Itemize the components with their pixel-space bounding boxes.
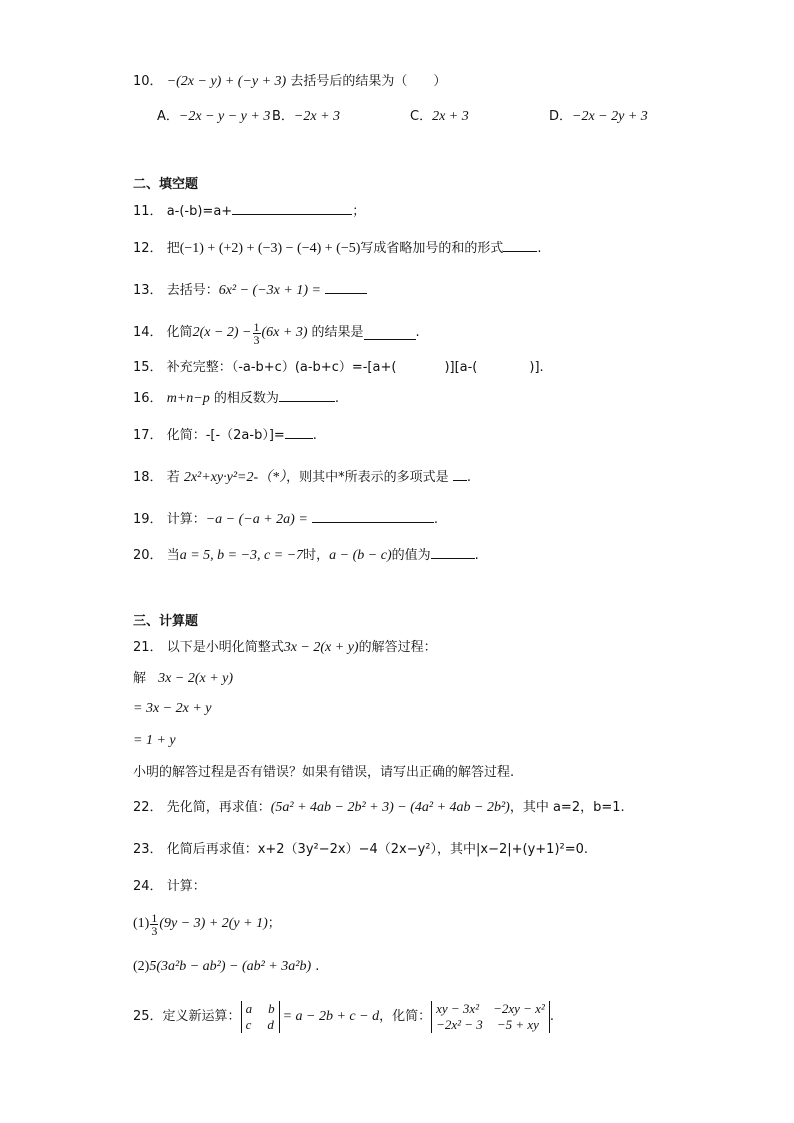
answer-blank[interactable]	[279, 389, 335, 402]
answer-blank[interactable]	[453, 468, 467, 481]
question-text: )][a-(	[444, 360, 478, 375]
question-text: 计算：	[166, 879, 206, 894]
option-label: A．	[157, 109, 179, 124]
part-label: (1)	[133, 916, 150, 931]
fraction	[150, 912, 158, 937]
question-text: 补充完整：（-a-b+c）(a-b+c）=-[a+(	[166, 360, 397, 375]
answer-blank[interactable]	[325, 281, 367, 294]
math-expression: (−1) + (+2) + (−3) − (−4) + (−5)	[179, 241, 361, 256]
question-number: 20．	[133, 548, 163, 563]
section-heading-fill-in: 二、填空题	[133, 177, 199, 192]
question-number: 17．	[133, 428, 163, 443]
answer-blank[interactable]	[364, 327, 416, 340]
punctuation: .	[537, 241, 542, 256]
answer-blank[interactable]	[431, 546, 475, 559]
option-text: −2x + 3	[293, 109, 341, 124]
math-expression: 2x²+xy·y²=2-（*）	[183, 470, 287, 485]
question-text: 时，	[303, 548, 330, 563]
option-b	[272, 108, 340, 126]
question-text: 的解答过程：	[358, 640, 437, 655]
question-number: 15．	[133, 360, 163, 375]
question-24-part-2	[133, 958, 319, 976]
answer-blank[interactable]	[477, 359, 529, 371]
matrix-entry: −5 + xy	[496, 1017, 539, 1032]
punctuation: .	[315, 959, 320, 974]
question-number: 13．	[133, 283, 163, 298]
punctuation: ；	[352, 204, 366, 219]
punctuation: .	[549, 1009, 554, 1024]
math-expression: = 3x − 2x + y	[133, 701, 212, 716]
question-11	[133, 202, 365, 221]
question-22	[133, 799, 625, 817]
determinant-definition	[241, 1001, 280, 1033]
math-expression: = a − 2b + c − d	[282, 1009, 380, 1024]
question-text: 计算：	[166, 512, 206, 527]
question-number: 10．	[133, 74, 163, 89]
punctuation: ；	[267, 916, 281, 931]
determinant-to-simplify	[431, 1001, 550, 1033]
option-label: C．	[410, 109, 433, 124]
question-23	[133, 841, 588, 859]
question-number: 25．	[133, 1009, 163, 1024]
option-c	[410, 108, 469, 126]
matrix-entry: c	[245, 1017, 252, 1032]
question-number: 21．	[133, 640, 163, 655]
math-expression: 6x² − (−3x + 1) =	[218, 283, 321, 298]
question-25	[133, 997, 554, 1037]
question-number: 14．	[133, 325, 163, 340]
question-12	[133, 239, 542, 258]
math-expression: −a − (−a + 2a) =	[205, 512, 308, 527]
question-text: 化简后再求值：x+2（3y²−2x）−4（2x−y²），其中|x−2|+(y+1)²=0.	[166, 842, 589, 857]
solution-step-3	[133, 732, 176, 750]
answer-blank[interactable]	[232, 202, 352, 215]
solution-step-2	[133, 700, 211, 718]
option-label: D．	[549, 109, 573, 124]
question-15	[133, 359, 544, 377]
question-16	[133, 389, 339, 408]
question-number: 12．	[133, 241, 163, 256]
question-10	[133, 73, 446, 91]
punctuation: .	[334, 391, 339, 406]
question-text: 的结果是	[311, 325, 364, 340]
fraction-denominator: 3	[151, 923, 158, 938]
math-expression: 5(3a²b − ab²) − (ab² + 3a²b)	[149, 959, 312, 974]
question-text: a-(-b)=a+	[166, 204, 233, 219]
math-expression: a − (b − c)	[329, 548, 392, 563]
question-20	[133, 546, 479, 565]
question-17	[133, 426, 317, 445]
option-text: 2x + 3	[432, 109, 469, 124]
math-expression: = 1 + y	[133, 733, 176, 748]
math-expression: 2(x − 2) −	[192, 325, 252, 340]
question-number: 11．	[133, 204, 163, 219]
math-expression: 3x − 2(x + y)	[158, 671, 234, 686]
question-24-part-1	[133, 908, 281, 940]
math-expression: (5a² + 4ab − 2b² + 3) − (4a² + 4ab − 2b²)	[270, 800, 510, 815]
answer-blank[interactable]	[396, 359, 444, 371]
matrix-entry: a	[245, 1001, 253, 1016]
question-text: 写成省略加号的和的形式	[360, 241, 504, 256]
question-text: ，则其中*所表示的多项式是	[286, 470, 449, 485]
question-24	[133, 878, 206, 896]
question-text: 先化简，再求值：	[166, 800, 271, 815]
question-text: 当	[166, 548, 180, 563]
punctuation: .	[474, 548, 479, 563]
option-label: B．	[272, 109, 294, 124]
punctuation: .	[466, 470, 471, 485]
solution-label: 解	[133, 671, 147, 686]
math-expression: 3x − 2(x + y)	[283, 640, 359, 655]
question-text: 化简	[166, 325, 193, 340]
part-label: (2)	[133, 959, 150, 974]
math-expression: m+n−p	[166, 391, 210, 406]
math-expression: a = 5, b = −3, c = −7	[179, 548, 304, 563]
question-14	[133, 318, 420, 348]
math-expression: −(2x − y) + (−y + 3)	[166, 74, 287, 89]
option-text: −2x − y − y + 3	[178, 109, 271, 124]
question-number: 16．	[133, 391, 163, 406]
answer-blank[interactable]	[503, 239, 537, 252]
fraction-denominator: 3	[253, 332, 260, 347]
question-text: 去括号后的结果为（ ）	[290, 74, 447, 89]
question-text: 去括号：	[166, 283, 219, 298]
question-19	[133, 510, 438, 529]
punctuation: .	[415, 325, 420, 340]
option-d	[549, 108, 648, 126]
question-number: 24．	[133, 879, 163, 894]
question-number: 18．	[133, 470, 163, 485]
answer-blank[interactable]	[312, 510, 434, 523]
question-18	[133, 468, 471, 487]
matrix-entry: xy − 3x²	[436, 1001, 480, 1016]
question-text: 若	[166, 470, 180, 485]
matrix-entry: b	[268, 1001, 275, 1016]
question-text: 化简：-[-（2a-b）]=	[166, 428, 285, 443]
fraction	[253, 321, 261, 346]
question-text: 定义新运算：	[162, 1009, 241, 1024]
math-expression: (9y − 3) + 2(y + 1)	[159, 916, 268, 931]
section-heading-calculation: 三、计算题	[133, 614, 199, 629]
question-13	[133, 281, 367, 300]
answer-blank[interactable]	[285, 426, 313, 439]
option-text: −2x − 2y + 3	[572, 109, 648, 124]
question-text: 的相反数为	[213, 391, 279, 406]
fraction-numerator: 1	[151, 910, 158, 925]
question-number: 19．	[133, 512, 163, 527]
question-21-prompt: 小明的解答过程是否有错误？如果有错误，请写出正确的解答过程.	[133, 765, 515, 780]
option-a	[157, 108, 270, 126]
fraction-numerator: 1	[253, 319, 260, 334]
matrix-entry: −2x² − 3	[436, 1017, 483, 1032]
question-text: 的值为	[391, 548, 431, 563]
math-expression: (6x + 3)	[261, 325, 308, 340]
matrix-entry: d	[267, 1017, 274, 1032]
question-number: 22．	[133, 800, 163, 815]
question-21	[133, 639, 437, 657]
punctuation: .	[433, 512, 439, 527]
matrix-entry: −2xy − x²	[493, 1001, 545, 1016]
question-number: 23．	[133, 842, 163, 857]
question-text: ，其中 a=2，b=1.	[509, 800, 625, 815]
question-text: ，化简：	[379, 1009, 432, 1024]
punctuation: )].	[529, 360, 544, 375]
solution-step-1	[133, 670, 233, 688]
punctuation: .	[312, 428, 317, 443]
question-text: 把	[166, 241, 180, 256]
question-text: 以下是小明化简整式	[166, 640, 284, 655]
